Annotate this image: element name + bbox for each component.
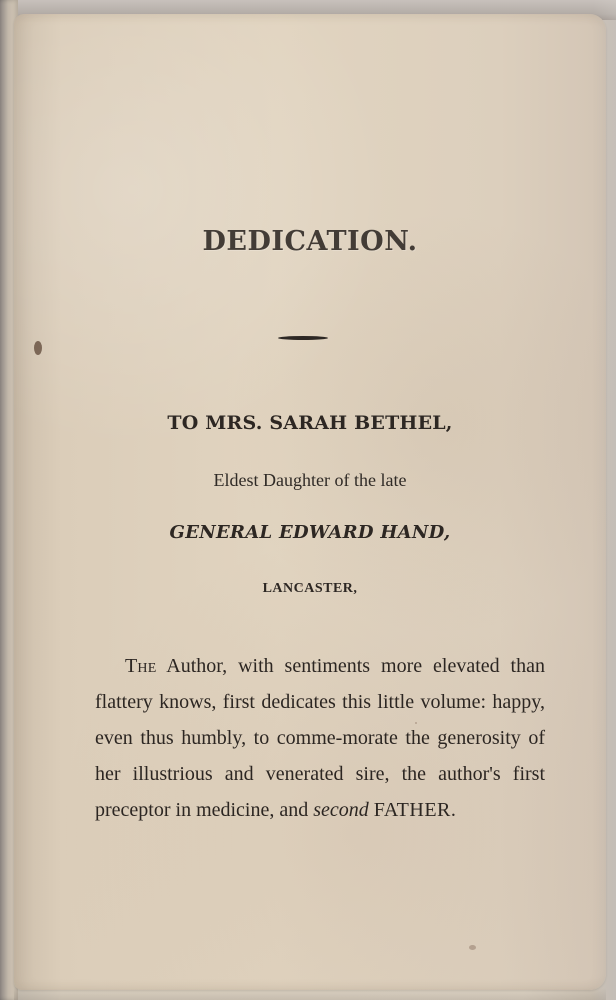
father-name-line: GENERAL EDWARD HAND, (169, 522, 451, 543)
place-line: LANCASTER, (262, 581, 358, 596)
paragraph-closing: FATHER. (373, 799, 457, 821)
page-bottom-shadow (14, 988, 606, 1000)
dedication-heading: DEDICATION. (202, 226, 418, 257)
paragraph-lead: The (125, 655, 157, 677)
paragraph-emphasis: second (313, 799, 369, 821)
paragraph-body: Author, with sentiments more elevated than flattery knows, first dedicates this little volume: happy, even thus humbly, to comme-morate the generosity of her illustrious and venerated sire, the author's first preceptor in medicine, and (95, 655, 545, 821)
dedication-recipient: TO MRS. SARAH BETHEL, (167, 412, 453, 434)
document-page (14, 14, 606, 990)
ornamental-rule (278, 336, 328, 340)
page-right-edge (594, 0, 616, 1000)
dedication-paragraph (95, 648, 545, 828)
paper-stain (34, 341, 42, 355)
paper-stain (469, 945, 476, 950)
relationship-line: Eldest Daughter of the late (213, 470, 407, 490)
